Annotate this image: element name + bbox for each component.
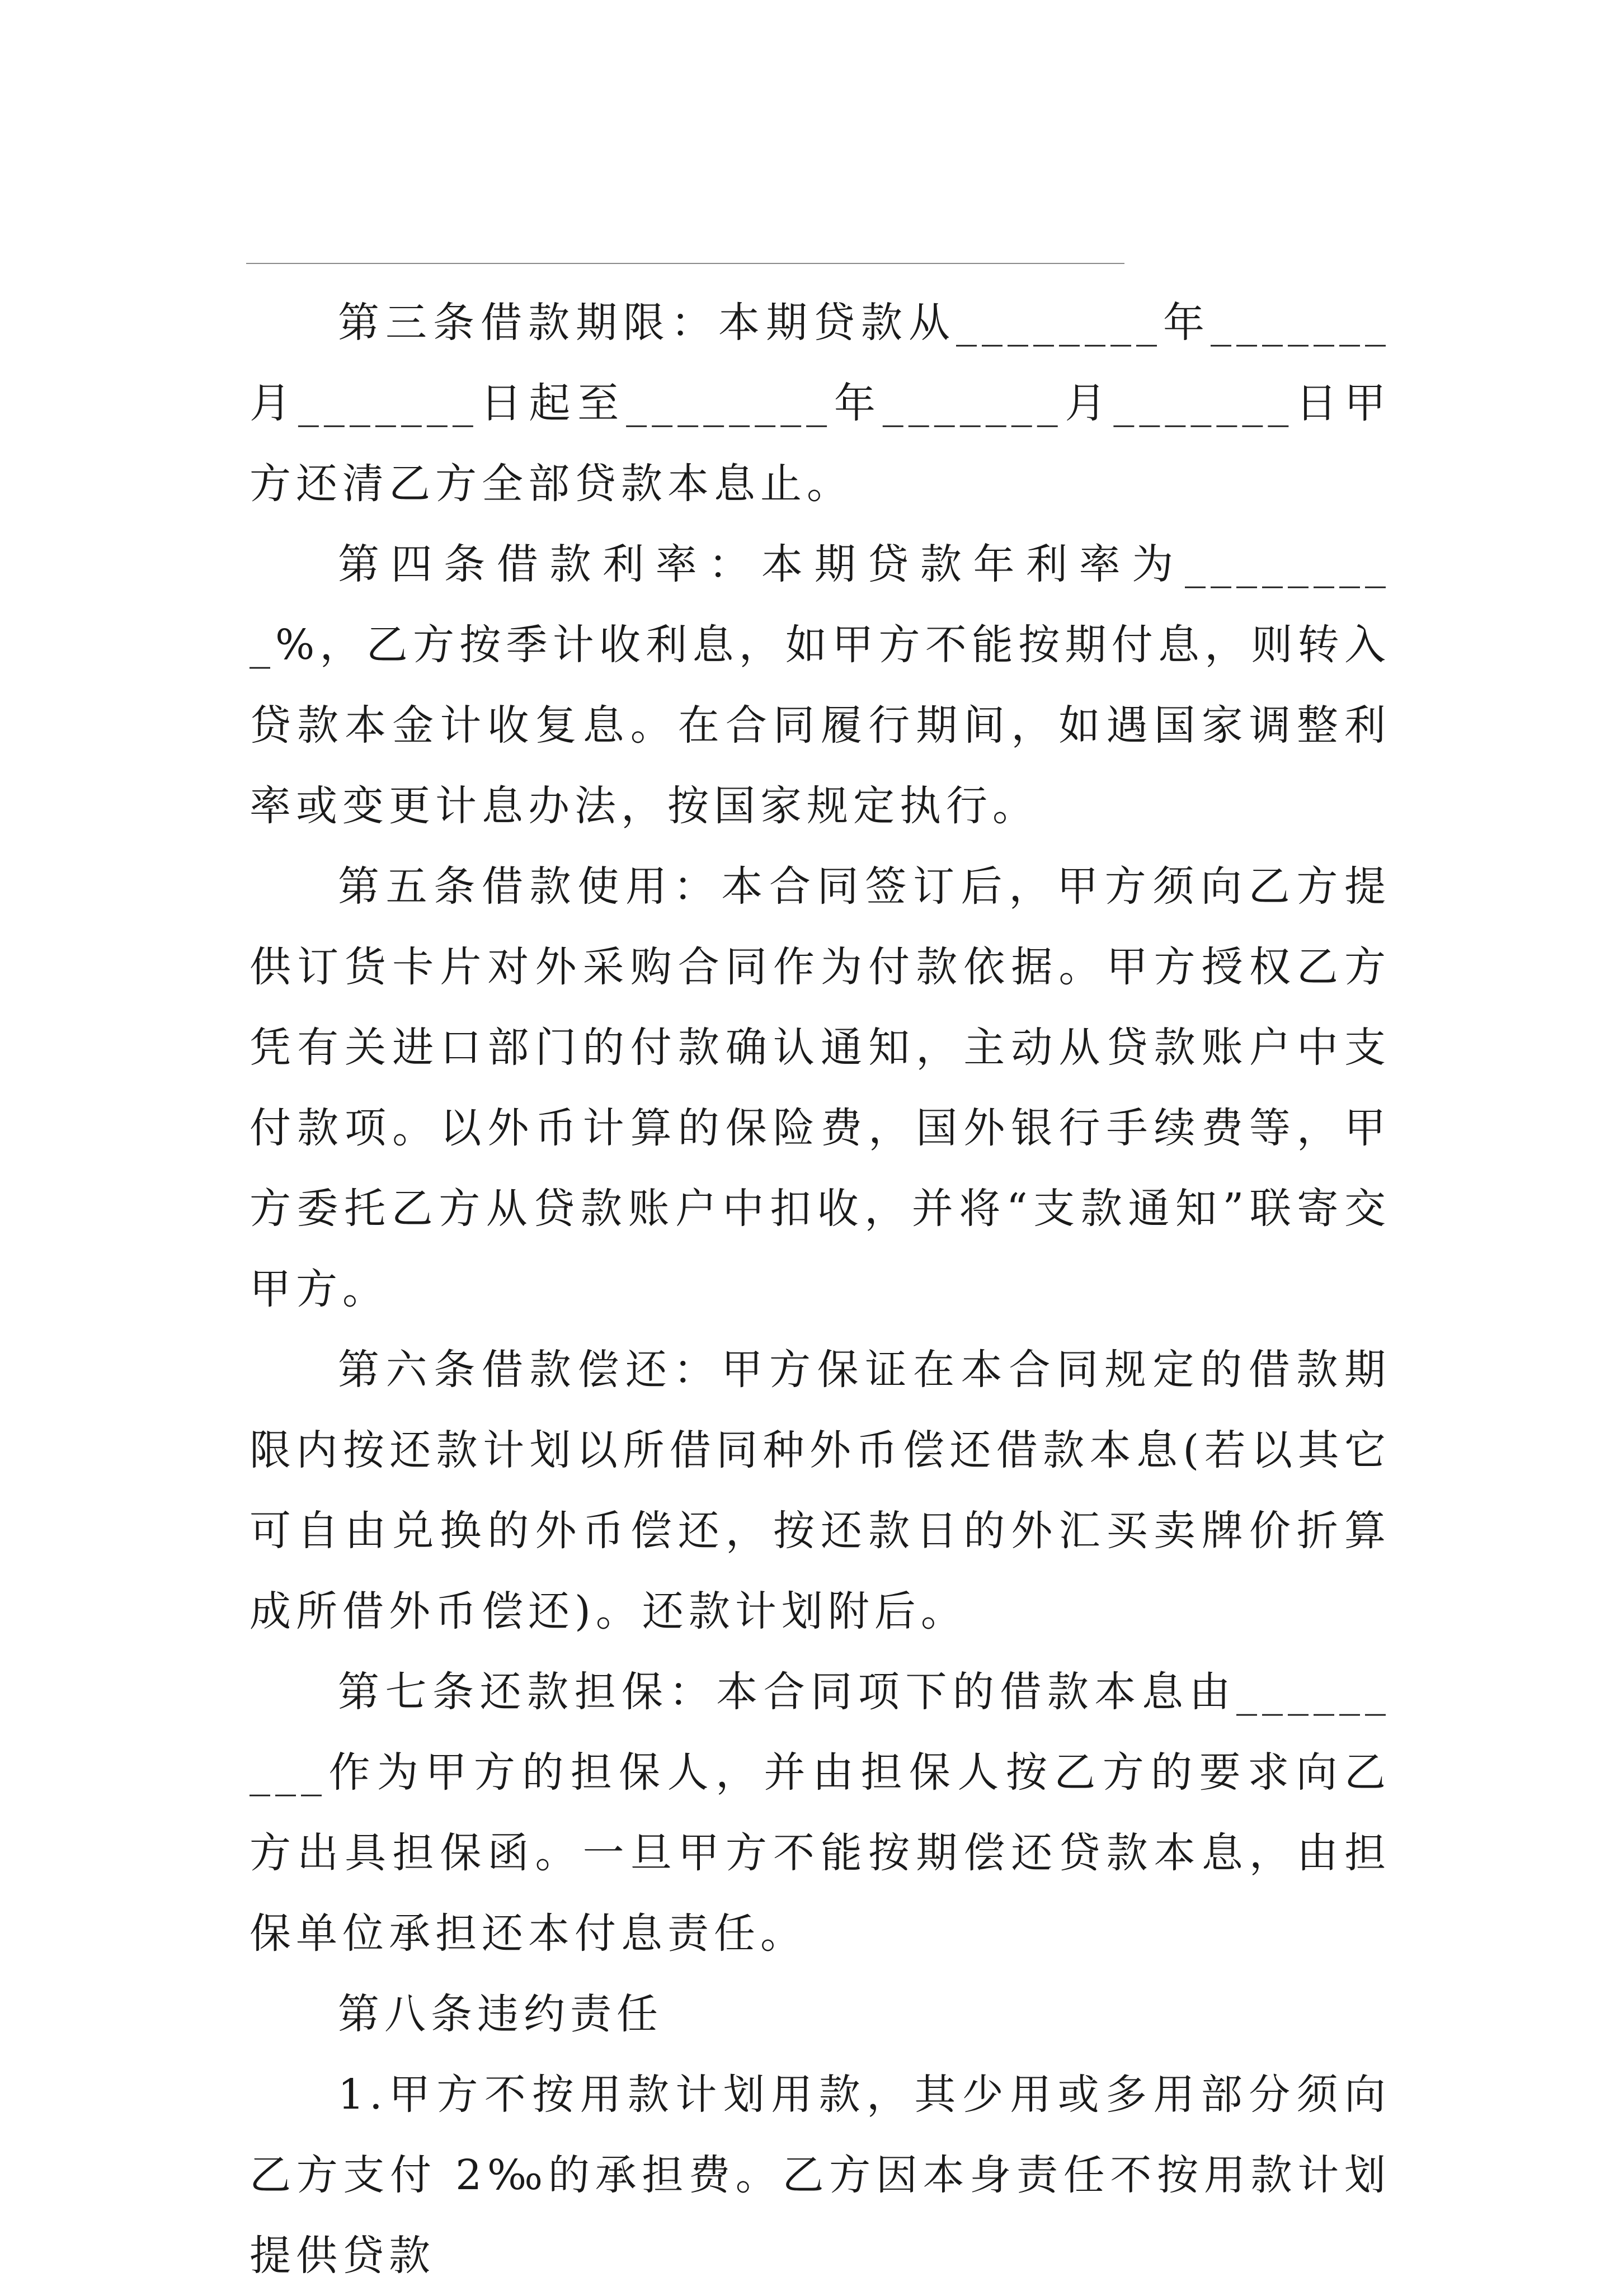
article-3-loan-term: 第三条借款期限：本期贷款从________年_______月_______日起至________年_______月_______日甲方还清乙方全部贷款本息止。 bbox=[250, 299, 1391, 508]
article-8-heading: 第八条违约责任 bbox=[338, 1990, 663, 2038]
article-4-interest-rate: 第四条借款利率：本期贷款年利率为_________%，乙方按季计收利息，如甲方不能按期付息，则转入贷款本金计收复息。在合同履行期间，如遇国家调整利率或变更计息办法，按国家规定执行。 bbox=[250, 540, 1391, 830]
article-5-loan-use: 第五条借款使用：本合同签订后，甲方须向乙方提供订货卡片对外采购合同作为付款依据。甲方授权乙方凭有关进口部门的付款确认通知，主动从贷款账户中支付款项。以外币计算的保险费，国外银行手续费等，甲方委托乙方从贷款账户中扣收，并将“支款通知”联寄交甲方。 bbox=[250, 862, 1391, 1313]
article-7-guarantee: 第七条还款担保：本合同项下的借款本息由_________作为甲方的担保人，并由担保人按乙方的要求向乙方出具担保函。一旦甲方不能按期偿还贷款本息，由担保单位承担还本付息责任。 bbox=[250, 1668, 1391, 1958]
document-body bbox=[250, 282, 1391, 2296]
header-rule bbox=[246, 263, 1124, 264]
article-6-repayment: 第六条借款偿还：甲方保证在本合同规定的借款期限内按还款计划以所借同种外币偿还借款本息(若以其它可自由兑换的外币偿还，按还款日的外汇买卖牌价折算成所借外币偿还)。还款计划附后。 bbox=[250, 1346, 1391, 1635]
article-8-item-1: 1.甲方不按用款计划用款，其少用或多用部分须向乙方支付 2‰的承担费。乙方因本身责任不按用款计划提供贷款 bbox=[250, 2071, 1391, 2280]
